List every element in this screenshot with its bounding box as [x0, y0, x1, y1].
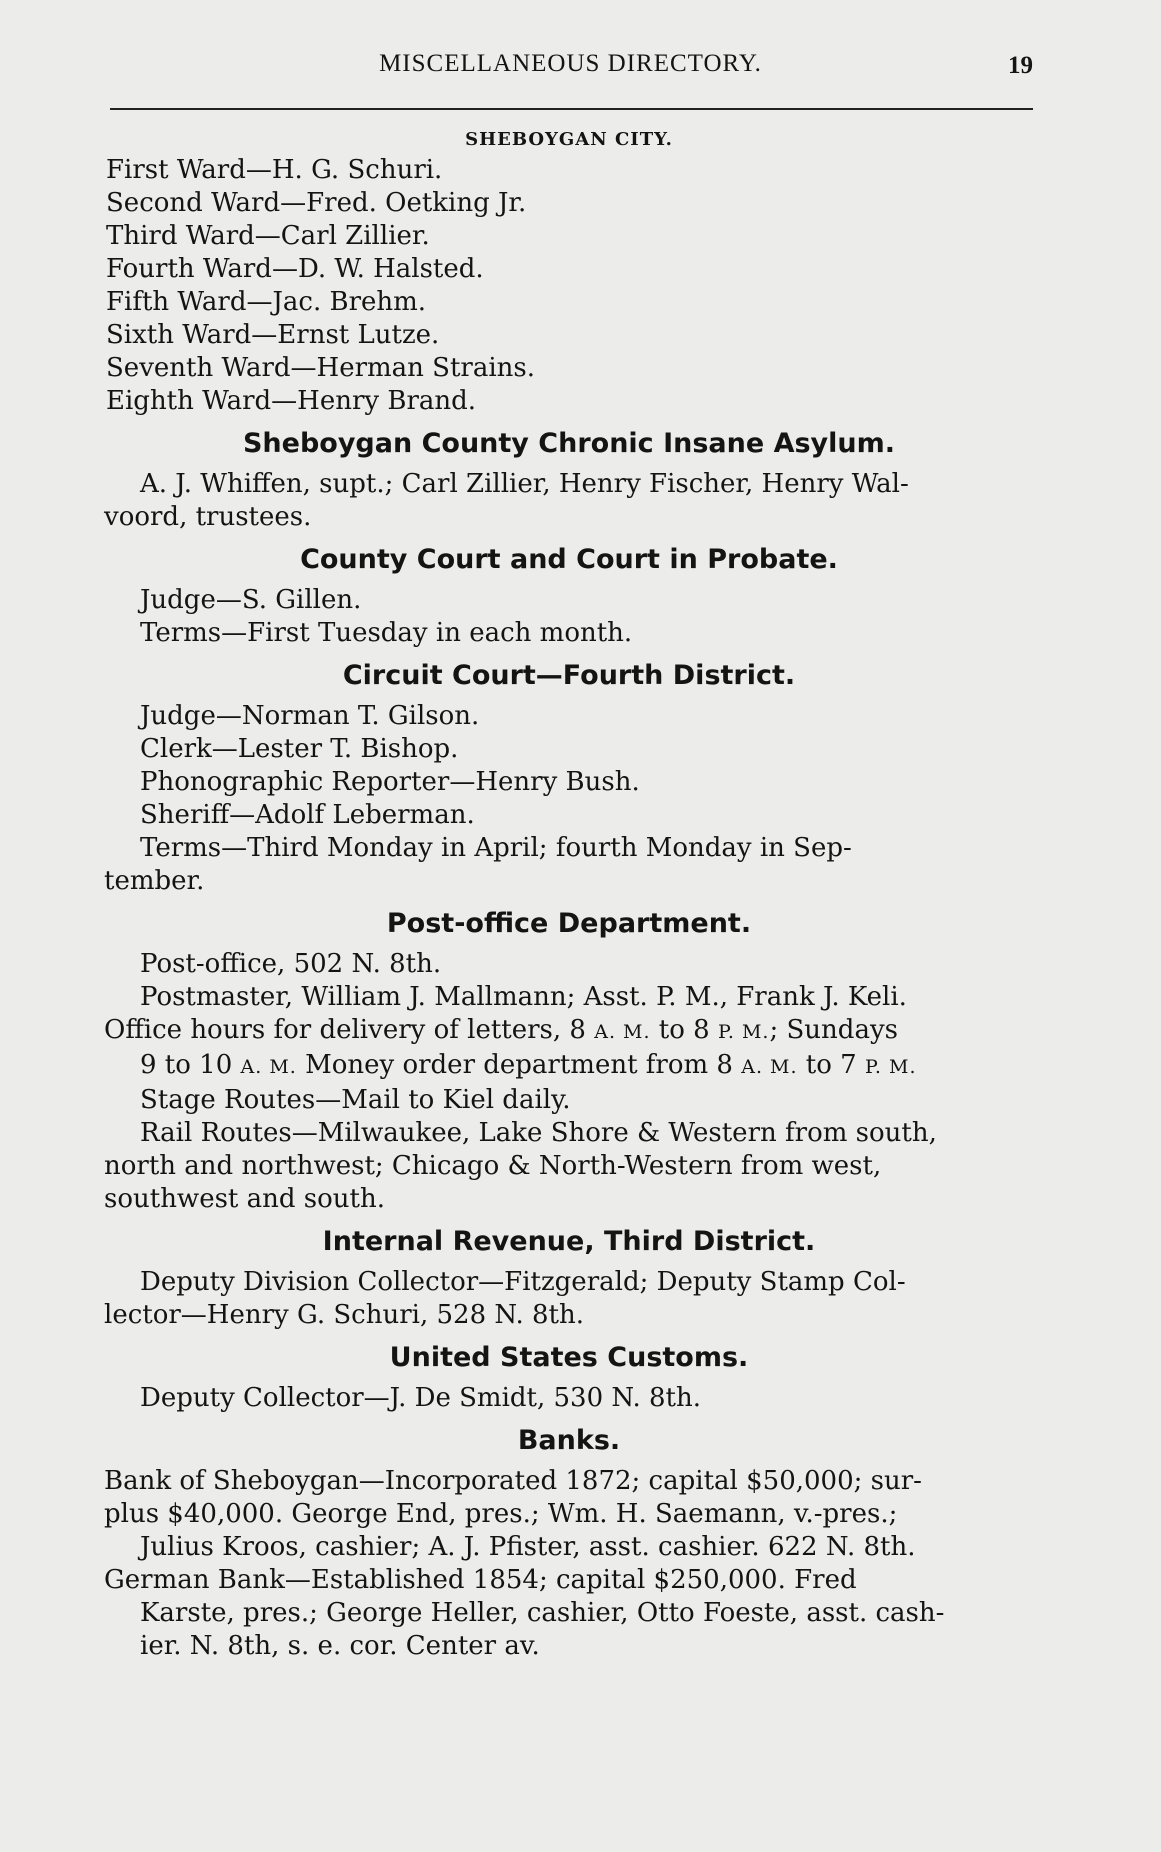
post-office-section [104, 948, 1034, 1216]
money-order-text: to 7 [797, 1050, 865, 1080]
rail-routes-line: southwest and south. [104, 1184, 385, 1214]
circuit-court-terms: Terms—Third Monday in April; fourth Monday in Sep- [140, 833, 852, 863]
page-content [104, 128, 1034, 1663]
page-number: 19 [1008, 52, 1033, 79]
asylum-section [104, 468, 1034, 534]
internal-revenue-section-title: Internal Revenue, Third District. [322, 1226, 816, 1257]
city-heading: SHEBOYGAN CITY. [465, 129, 673, 150]
ward-entry: Third Ward—Carl Zillier. [106, 221, 430, 251]
asylum-line: A. J. Whiffen, supt.; Carl Zillier, Henry Fischer, Henry Wal- [140, 469, 909, 499]
circuit-court-terms-cont: tember. [104, 866, 205, 896]
office-hours-text: Office hours for delivery of letters, 8 [104, 1015, 595, 1045]
ward-entry: Seventh Ward—Herman Strains. [106, 353, 536, 383]
header-rule [110, 108, 1033, 110]
ward-list [104, 154, 1034, 418]
post-office-line: Postmaster, William J. Mallmann; Asst. P. M., Frank J. Keli. [140, 982, 907, 1012]
bank-entry-line: ier. N. 8th, s. e. cor. Center av. [140, 1631, 540, 1661]
time-am: A. M. [594, 1021, 651, 1043]
county-court-section-title: County Court and Court in Probate. [300, 544, 838, 575]
banks-section [104, 1465, 1034, 1663]
office-hours-line [104, 1014, 1034, 1049]
rail-routes-line: north and northwest; Chicago & North-Western from west, [104, 1151, 882, 1181]
running-title: MISCELLANEOUS DIRECTORY. [379, 50, 762, 77]
circuit-court-section [104, 700, 1034, 898]
stage-routes-line: Stage Routes—Mail to Kiel daily. [140, 1085, 571, 1115]
time-pm: P. M. [864, 1056, 917, 1078]
ward-entry: Fourth Ward—D. W. Halsted. [106, 254, 484, 284]
county-court-line: Terms—First Tuesday in each month. [140, 618, 633, 648]
bank-entry-line: Karste, pres.; George Heller, cashier, Otto Foeste, asst. cash- [140, 1598, 945, 1628]
internal-revenue-line: Deputy Division Collector—Fitzgerald; Deputy Stamp Col- [140, 1267, 906, 1297]
banks-section-title: Banks. [517, 1425, 621, 1456]
office-hours-text: to 8 [650, 1015, 718, 1045]
circuit-court-line: Clerk—Lester T. Bishop. [140, 734, 459, 764]
circuit-court-section-title: Circuit Court—Fourth District. [342, 660, 796, 691]
office-hours-text: ; Sundays [769, 1015, 898, 1045]
bank-entry-line: German Bank—Established 1854; capital $250,000. Fred [104, 1565, 857, 1595]
county-court-section [104, 584, 1034, 650]
circuit-court-line: Judge—Norman T. Gilson. [140, 701, 480, 731]
asylum-section-title: Sheboygan County Chronic Insane Asylum. [242, 428, 896, 459]
time-am: A. M. [741, 1056, 798, 1078]
circuit-court-line: Sheriff—Adolf Leberman. [140, 800, 475, 830]
internal-revenue-section [104, 1266, 1034, 1332]
money-order-text: Money order department from 8 [296, 1050, 742, 1080]
ward-entry: Second Ward—Fred. Oetking Jr. [106, 188, 527, 218]
ward-entry: Fifth Ward—Jac. Brehm. [106, 287, 427, 317]
internal-revenue-line: lector—Henry G. Schuri, 528 N. 8th. [104, 1300, 584, 1330]
post-office-section-title: Post-office Department. [386, 908, 752, 939]
post-office-line: Post-office, 502 N. 8th. [140, 949, 442, 979]
county-court-line: Judge—S. Gillen. [140, 585, 362, 615]
money-order-text: 9 to 10 [140, 1050, 241, 1080]
customs-line: Deputy Collector—J. De Smidt, 530 N. 8th. [140, 1383, 702, 1413]
asylum-line: voord, trustees. [104, 502, 312, 532]
customs-section-title: United States Customs. [389, 1342, 749, 1373]
ward-entry: Eighth Ward—Henry Brand. [106, 386, 477, 416]
page-header [108, 48, 1033, 88]
bank-entry-line: Bank of Sheboygan—Incorporated 1872; capital $50,000; sur- [104, 1466, 922, 1496]
ward-entry: Sixth Ward—Ernst Lutze. [106, 320, 440, 350]
rail-routes-line: Rail Routes—Milwaukee, Lake Shore & Western from south, [140, 1118, 937, 1148]
bank-entry-line: Julius Kroos, cashier; A. J. Pfister, asst. cashier. 622 N. 8th. [140, 1532, 916, 1562]
customs-section [104, 1382, 1034, 1415]
bank-entry-line: plus $40,000. George End, pres.; Wm. H. Saemann, v.-pres.; [104, 1499, 898, 1529]
money-order-line [104, 1049, 1034, 1084]
time-pm: P. M. [717, 1021, 770, 1043]
time-am: A. M. [240, 1056, 297, 1078]
ward-entry: First Ward—H. G. Schuri. [106, 155, 443, 185]
circuit-court-line: Phonographic Reporter—Henry Bush. [140, 767, 640, 797]
